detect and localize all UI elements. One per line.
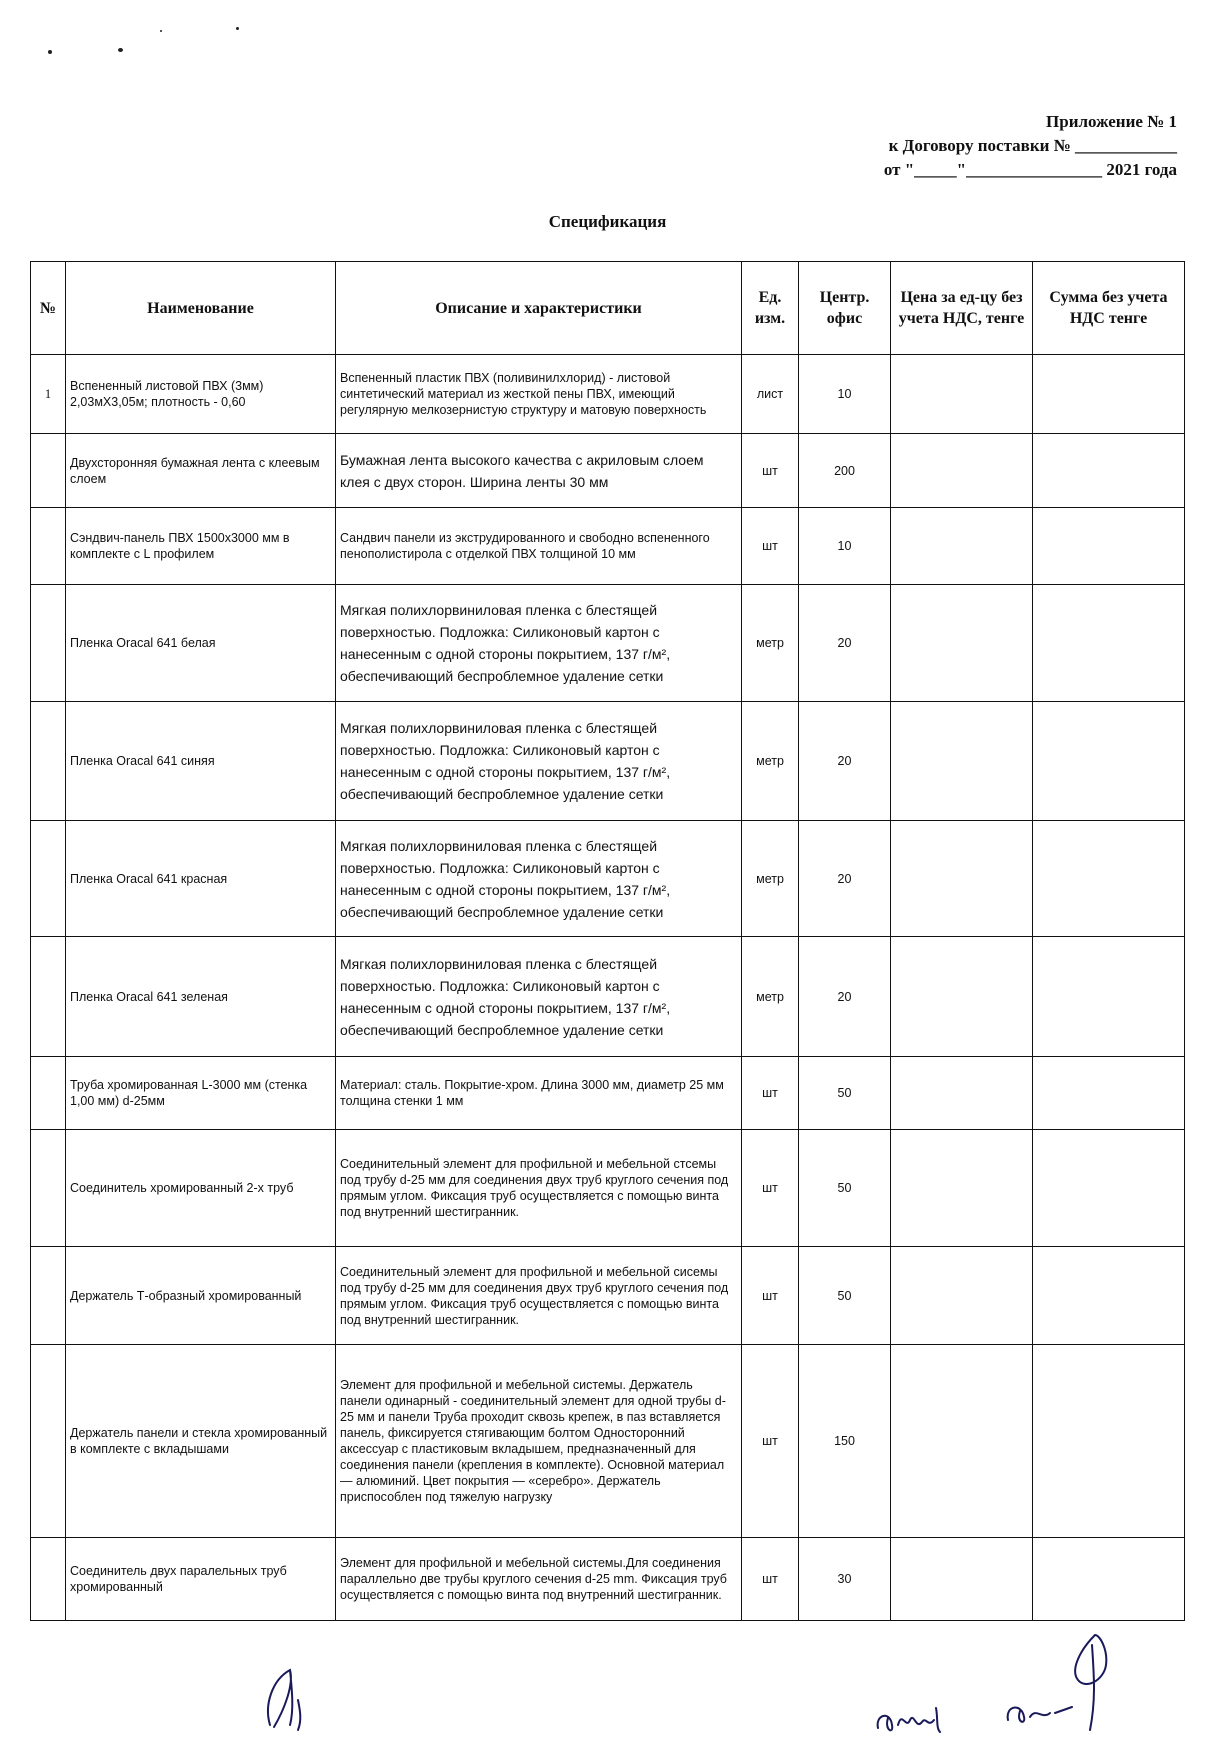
- cell-unit: метр: [742, 702, 799, 821]
- cell-name: Пленка Oracal 641 белая: [66, 585, 336, 702]
- cell-name: Труба хромированная L-3000 мм (стенка 1,00 мм) d-25мм: [66, 1057, 336, 1130]
- cell-description: Соединительный элемент для профильной и мебельной стсемы под трубу d-25 мм для соединения двух труб круглого сечения под прямым углом. Фиксация труб осуществляется с помощью винта под внутренний шестигранник.: [336, 1130, 742, 1247]
- cell-sum: [1033, 1538, 1185, 1621]
- cell-unit: шт: [742, 434, 799, 508]
- cell-sum: [1033, 1130, 1185, 1247]
- cell-num: [31, 1057, 66, 1130]
- scan-speck: [236, 27, 239, 30]
- cell-name: Соединитель хромированный 2-х труб: [66, 1130, 336, 1247]
- cell-qty: 200: [799, 434, 891, 508]
- table-row: [31, 585, 1185, 702]
- cell-description: Материал: сталь. Покрытие-хром. Длина 3000 мм, диаметр 25 мм толщина стенки 1 мм: [336, 1057, 742, 1130]
- table-row: [31, 355, 1185, 434]
- cell-name: Сэндвич-панель ПВХ 1500х3000 мм в комплекте с L профилем: [66, 508, 336, 585]
- cell-qty: 50: [799, 1130, 891, 1247]
- column-header-name: Наименование: [66, 262, 336, 355]
- cell-sum: [1033, 508, 1185, 585]
- column-header-description: Описание и характеристики: [336, 262, 742, 355]
- cell-description: Элемент для профильной и мебельной системы.Для соединения параллельно две трубы круглого сечения d-25 mm. Фиксация труб осуществляется с помощью винта под внутренний шестигранник.: [336, 1538, 742, 1621]
- cell-sum: [1033, 1345, 1185, 1538]
- column-header-unit: Ед. изм.: [742, 262, 799, 355]
- cell-description: Элемент для профильной и мебельной системы. Держатель панели одинарный - соединительный элемент для одной трубы d-25 мм и панели Труба проходит сквозь крепеж, в паз вставляется панель, фиксируется стягивающим болтом Односторонний аксессуар с пластиковым вкладышем, предназначенный для соединения панели (крепления в комплекте). Основной материал — алюминий. Цвет покрытия — «серебро». Держатель приспособлен под тяжелую нагрузку: [336, 1345, 742, 1538]
- cell-num: [31, 1247, 66, 1345]
- signature-right: [1000, 1625, 1150, 1735]
- cell-price: [891, 1057, 1033, 1130]
- cell-qty: 50: [799, 1057, 891, 1130]
- cell-price: [891, 1538, 1033, 1621]
- cell-qty: 20: [799, 937, 891, 1057]
- scan-speck: [160, 30, 162, 32]
- cell-num: [31, 821, 66, 937]
- cell-price: [891, 1130, 1033, 1247]
- cell-price: [891, 508, 1033, 585]
- table-row: [31, 434, 1185, 508]
- cell-price: [891, 702, 1033, 821]
- table-header-row: [31, 262, 1185, 355]
- cell-num: [31, 508, 66, 585]
- table-row: [31, 1538, 1185, 1621]
- cell-num: [31, 434, 66, 508]
- cell-unit: шт: [742, 1057, 799, 1130]
- appendix-line: Приложение № 1: [1046, 112, 1177, 131]
- cell-qty: 10: [799, 355, 891, 434]
- page-title: Спецификация: [548, 212, 667, 231]
- cell-unit: шт: [742, 1130, 799, 1247]
- cell-qty: 20: [799, 702, 891, 821]
- cell-name: Держатель панели и стекла хромированный в комплекте с вкладышами: [66, 1345, 336, 1538]
- table-row: [31, 821, 1185, 937]
- signature-left: [250, 1655, 330, 1735]
- cell-price: [891, 1345, 1033, 1538]
- cell-num: [31, 937, 66, 1057]
- cell-name: Вспененный листовой ПВХ (3мм) 2,03мХ3,05м; плотность - 0,60: [66, 355, 336, 434]
- scan-speck: [118, 48, 123, 52]
- cell-num: 1: [31, 355, 66, 434]
- cell-price: [891, 937, 1033, 1057]
- table-row: [31, 702, 1185, 821]
- cell-sum: [1033, 585, 1185, 702]
- cell-description: Мягкая полихлорвиниловая пленка с блестящей поверхностью. Подложка: Силиконовый картон с нанесенным с одной стороны покрытием, 137 г/м², обеспечивающий беспроблемное удаление сетки: [336, 702, 742, 821]
- signature-middle: [870, 1690, 960, 1740]
- cell-unit: метр: [742, 821, 799, 937]
- table-row: [31, 1345, 1185, 1538]
- cell-price: [891, 1247, 1033, 1345]
- cell-qty: 30: [799, 1538, 891, 1621]
- column-header-sum: Сумма без учета НДС тенге: [1033, 262, 1185, 355]
- cell-num: [31, 1345, 66, 1538]
- document-header: [717, 110, 1177, 182]
- cell-price: [891, 434, 1033, 508]
- cell-qty: 20: [799, 821, 891, 937]
- cell-name: Соединитель двух паралельных труб хромированный: [66, 1538, 336, 1621]
- cell-price: [891, 355, 1033, 434]
- cell-qty: 10: [799, 508, 891, 585]
- cell-name: Двухсторонняя бумажная лента с клеевым слоем: [66, 434, 336, 508]
- cell-unit: метр: [742, 585, 799, 702]
- cell-description: Мягкая полихлорвиниловая пленка с блестящей поверхностью. Подложка: Силиконовый картон с нанесенным с одной стороны покрытием, 137 г/м², обеспечивающий беспроблемное удаление сетки: [336, 585, 742, 702]
- scan-speck: [48, 50, 52, 54]
- table-row: [31, 508, 1185, 585]
- cell-sum: [1033, 702, 1185, 821]
- cell-qty: 150: [799, 1345, 891, 1538]
- column-header-num: №: [31, 262, 66, 355]
- cell-name: Пленка Oracal 641 зеленая: [66, 937, 336, 1057]
- cell-description: Мягкая полихлорвиниловая пленка с блестящей поверхностью. Подложка: Силиконовый картон с нанесенным с одной стороны покрытием, 137 г/м², обеспечивающий беспроблемное удаление сетки: [336, 937, 742, 1057]
- cell-sum: [1033, 1247, 1185, 1345]
- cell-sum: [1033, 355, 1185, 434]
- table-row: [31, 1247, 1185, 1345]
- cell-sum: [1033, 821, 1185, 937]
- column-header-qty: Центр. офис: [799, 262, 891, 355]
- table-row: [31, 937, 1185, 1057]
- cell-qty: 50: [799, 1247, 891, 1345]
- cell-description: Мягкая полихлорвиниловая пленка с блестящей поверхностью. Подложка: Силиконовый картон с нанесенным с одной стороны покрытием, 137 г/м², обеспечивающий беспроблемное удаление сетки: [336, 821, 742, 937]
- cell-unit: шт: [742, 508, 799, 585]
- date-line: от "_____"________________ 2021 года: [883, 160, 1177, 179]
- cell-price: [891, 821, 1033, 937]
- cell-unit: шт: [742, 1247, 799, 1345]
- cell-name: Держатель Т-образный хромированный: [66, 1247, 336, 1345]
- table-row: [31, 1130, 1185, 1247]
- cell-unit: шт: [742, 1538, 799, 1621]
- cell-num: [31, 585, 66, 702]
- cell-unit: лист: [742, 355, 799, 434]
- column-header-price: Цена за ед-цу без учета НДС, тенге: [891, 262, 1033, 355]
- specification-table: [30, 261, 1185, 1621]
- cell-num: [31, 702, 66, 821]
- cell-sum: [1033, 1057, 1185, 1130]
- table-row: [31, 1057, 1185, 1130]
- cell-num: [31, 1538, 66, 1621]
- cell-description: Бумажная лента высокого качества с акриловым слоем клея с двух сторон. Ширина ленты 30 мм: [336, 434, 742, 508]
- cell-name: Пленка Oracal 641 синяя: [66, 702, 336, 821]
- cell-name: Пленка Oracal 641 красная: [66, 821, 336, 937]
- cell-price: [891, 585, 1033, 702]
- cell-unit: метр: [742, 937, 799, 1057]
- cell-description: Вспененный пластик ПВХ (поливинилхлорид) - листовой синтетический материал из жесткой пены ПВХ, имеющий регулярную мелкозернистую структуру и матовую поверхность: [336, 355, 742, 434]
- cell-description: Соединительный элемент для профильной и мебельной сисемы под трубу d-25 мм для соединения двух труб круглого сечения под прямым углом. Фиксация труб осуществляется с помощью винта под внутренний шестигранник.: [336, 1247, 742, 1345]
- cell-unit: шт: [742, 1345, 799, 1538]
- cell-num: [31, 1130, 66, 1247]
- cell-qty: 20: [799, 585, 891, 702]
- cell-description: Сандвич панели из экструдированного и свободно вспененного пенополистирола с отделкой ПВХ толщиной 10 мм: [336, 508, 742, 585]
- cell-sum: [1033, 937, 1185, 1057]
- cell-sum: [1033, 434, 1185, 508]
- contract-line: к Договору поставки № ____________: [888, 136, 1177, 155]
